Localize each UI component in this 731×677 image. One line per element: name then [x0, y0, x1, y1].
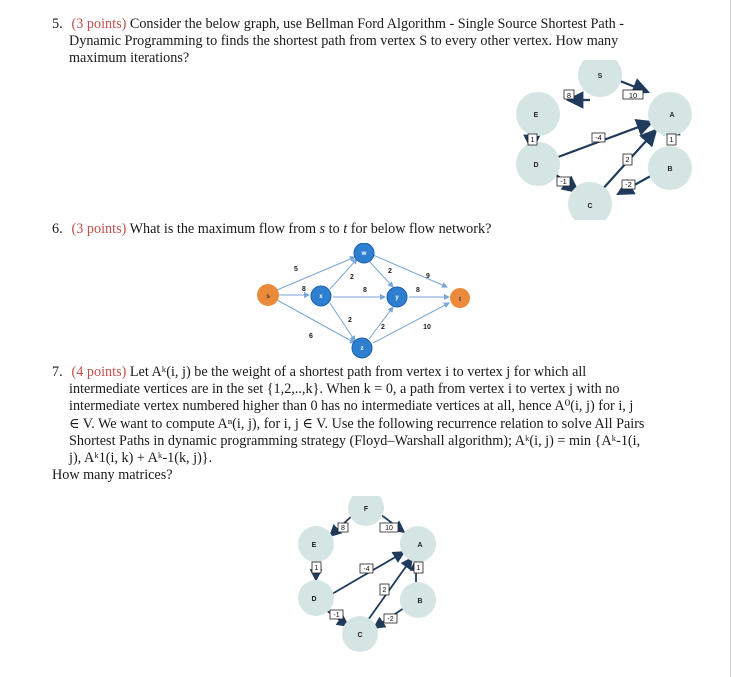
weight-d-c: -1	[560, 177, 567, 186]
q5-points: (3 points)	[71, 16, 127, 32]
node-s-label: s	[266, 294, 270, 300]
cap-y-t: 8	[416, 287, 420, 294]
edge-s-z	[277, 300, 355, 343]
weight-s-a: 10	[628, 91, 638, 100]
weight-f-a: 10	[385, 525, 393, 532]
cap-x-z: 2	[348, 317, 352, 324]
q7-text-3: intermediate vertex numbered higher than 0 has no intermediate vertices at all, hence A⁰(i, j) for i, j	[69, 398, 634, 415]
cap-s-w: 5	[294, 266, 298, 273]
graph-2	[292, 496, 447, 656]
q5-number: 5.	[52, 16, 63, 32]
edge-w-t	[373, 255, 447, 287]
q6-sink: t	[343, 221, 348, 237]
node-c-label: C	[357, 632, 363, 639]
weight-a-b: 1	[669, 135, 674, 144]
q6-points: (3 points)	[71, 221, 127, 237]
node-c	[568, 182, 612, 220]
cap-s-x: 8	[302, 286, 306, 293]
weight-c-a: 2	[382, 587, 387, 594]
q6-source: s	[319, 221, 326, 237]
node-t-label: t	[459, 297, 461, 303]
node-y-label: y	[395, 295, 399, 301]
cap-w-y: 2	[388, 268, 392, 275]
weight-f-e: 8	[341, 525, 345, 532]
node-b-label: B	[667, 166, 673, 173]
cap-z-t: 10	[423, 324, 431, 331]
q6-text-c: for below flow network?	[347, 221, 492, 237]
node-z-label: z	[360, 346, 364, 352]
node-s-label: S	[597, 73, 603, 80]
weight-e-d: 1	[530, 135, 535, 144]
cap-w-t: 9	[426, 273, 430, 280]
q7-text-5: Shortest Paths in dynamic programming strategy (Floyd–Warshall algorithm); Aᵏ(i, j) = min {Aᵏ-1(i,	[69, 432, 641, 449]
q6-number: 6.	[52, 221, 63, 237]
node-b-label: B	[417, 598, 423, 605]
q5-line-1	[52, 16, 624, 33]
q5-text-1: Consider the below graph, use Bellman Ford Algorithm - Single Source Shortest Path -	[126, 16, 625, 32]
q6-text-b: to	[325, 221, 344, 237]
node-e-label: E	[533, 112, 539, 119]
q7-number: 7.	[52, 364, 63, 380]
weight-d-a: -4	[363, 566, 370, 573]
node-a-label: A	[669, 112, 675, 119]
node-c-label: C	[587, 203, 593, 210]
q7-points: (4 points)	[71, 364, 127, 380]
weight-e-d: 1	[314, 565, 319, 572]
cap-z-y: 2	[381, 324, 385, 331]
q7-text-4: ∈ V. We want to compute Aⁿ(i, j), for i, j ∈ V. Use the following recurrence relation to solve All Pairs	[69, 415, 645, 432]
q7-text-1: Let Aᵏ(i, j) be the weight of a shortest path from vertex i to vertex j for which all	[126, 364, 587, 380]
q7-text-6: j), Aᵏ1(i, k) + Aᵏ-1(k, j)}.	[69, 450, 213, 467]
graph-1	[510, 60, 725, 220]
cap-x-w: 2	[350, 274, 354, 281]
q7-line-1	[52, 364, 644, 381]
node-f-label: F	[363, 506, 369, 513]
q7-text-7: How many matrices?	[52, 467, 173, 484]
cap-s-z: 6	[309, 333, 313, 340]
weight-s-e: 8	[566, 91, 572, 100]
weight-b-c: -2	[387, 616, 394, 623]
question-6	[52, 221, 491, 238]
weight-d-c: -1	[333, 612, 340, 619]
cap-x-y: 8	[363, 287, 367, 294]
weight-b-c: -2	[625, 180, 632, 189]
q6-text-a: What is the maximum flow from	[126, 221, 320, 237]
flow-network	[255, 243, 470, 361]
weight-c-a: 2	[625, 155, 630, 164]
weight-a-b: 1	[416, 565, 421, 572]
node-w-label: w	[361, 251, 367, 257]
question-7	[52, 364, 644, 484]
node-e-label: E	[311, 542, 317, 549]
node-a-label: A	[417, 542, 423, 549]
q5-text-2: Dynamic Programming to finds the shortest path from vertex S to every other vertex. How many	[69, 33, 619, 50]
weight-d-a: -4	[595, 133, 602, 142]
node-d-label: D	[533, 162, 539, 169]
q7-text-2: intermediate vertices are in the set {1,2,..,k}. When k = 0, a path from vertex i to vertex j with no	[69, 381, 620, 398]
edge-z-t	[373, 303, 449, 343]
q5-text-3: maximum iterations?	[69, 50, 190, 67]
node-x-label: x	[319, 294, 323, 300]
node-d-label: D	[311, 596, 317, 603]
